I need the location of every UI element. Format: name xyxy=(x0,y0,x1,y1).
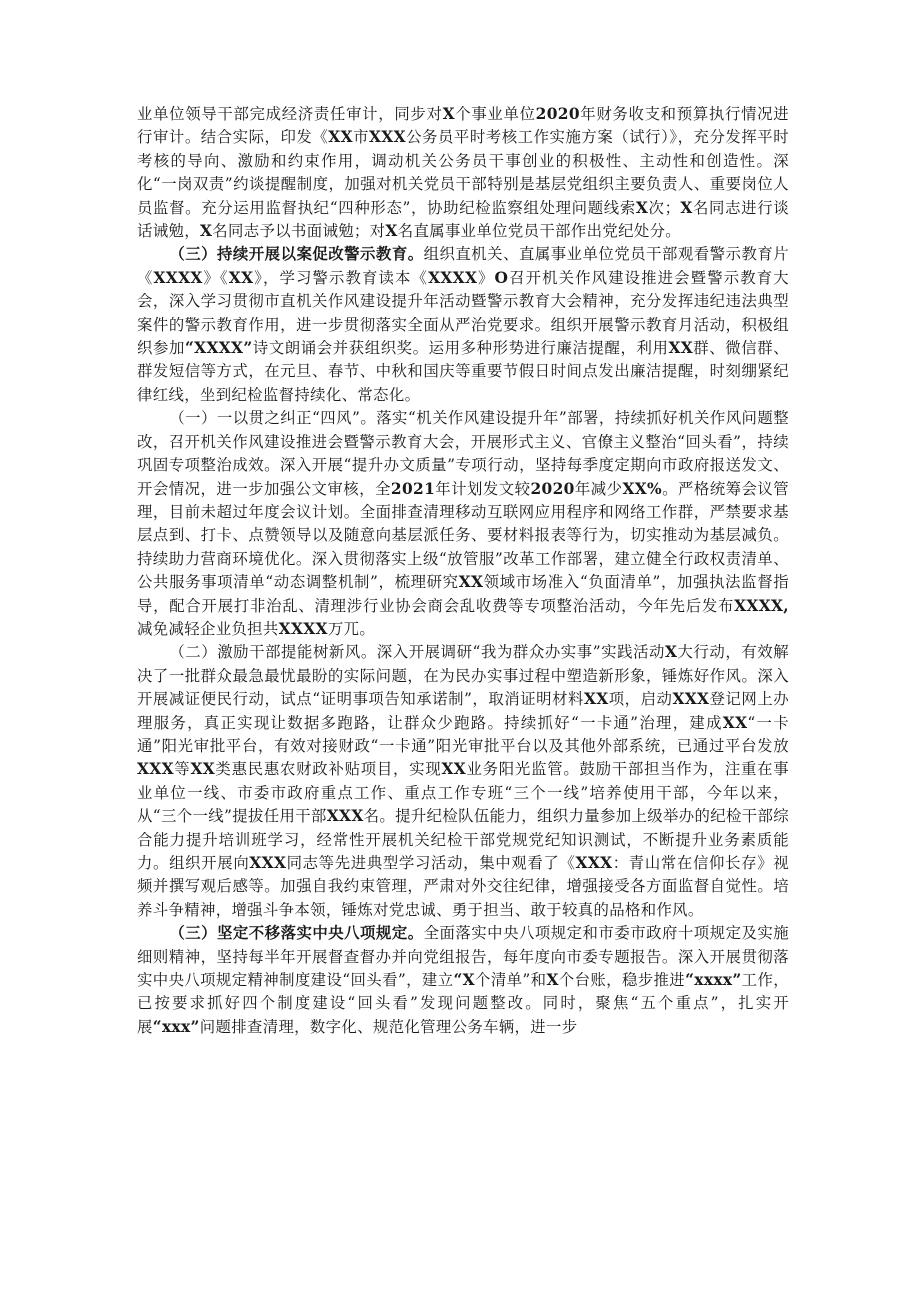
text-run: 减免减轻企业负担共 xyxy=(137,619,279,638)
text-run: 组织直机关、直属事业单位党员干部观看警示教育片《 xyxy=(137,245,789,287)
text-run-bold: X xyxy=(385,222,398,241)
text-run: 。严格统筹会议管理，目前未超过年度会议计划。全面排查清理移动互联网应用程序和网络工作群，严禁要求基层点到、打卡、点赞领导以及随意向基层派任务、要材料报表等行为，切实推动为基层减负。持续助力营商环境优化。深入贯彻落实上级“放管服”改革工作部署，建立健全行政权责清单、公共服务事项清单“动态调整机制”，梳理研究 xyxy=(137,479,789,592)
document-page xyxy=(137,103,789,1039)
text-run-bold: XXX xyxy=(137,760,174,779)
text-run-bold: O xyxy=(494,268,509,287)
text-run-bold: XX xyxy=(190,760,216,779)
text-run: 年计划发文较 xyxy=(435,479,531,498)
text-run-bold: 2021 xyxy=(390,479,436,498)
text-run-bold: XXX xyxy=(326,807,364,826)
text-run-bold: 2020 xyxy=(530,479,575,498)
text-run: 名直属事业单位党员干部作出党纪处分。 xyxy=(397,222,682,241)
paragraph-audit-continuation xyxy=(137,103,789,243)
text-run: 》，学习警示教育读本《 xyxy=(253,268,429,287)
text-run: 群、微信群、群发短信等方式，在元旦、春节、中秋和国庆等重要节假日时间点发出廉洁提醒，时刻绷紧纪律红线，坐到纪检监督持续化、常态化。 xyxy=(137,339,789,404)
text-run-bold: XX xyxy=(458,573,484,592)
text-run-bold: X xyxy=(635,198,649,217)
text-run-bold: XXX xyxy=(369,128,406,147)
paragraph-eight-regulations xyxy=(137,922,789,1039)
text-run: 个台账，稳步推进 xyxy=(558,971,686,990)
text-run: 次； xyxy=(648,198,681,217)
text-run-bold: X xyxy=(680,198,693,217)
text-run-bold: “X xyxy=(453,971,475,990)
paragraph-motivate-cadres xyxy=(137,641,789,922)
text-run-bold: “xxxx” xyxy=(685,971,742,990)
text-run: 大行动，有效解决了一批群众最急最忧最盼的实际问题，在为民办实事过程中塑造新形象，锤炼好作风。深入开展减证便民行动，试点“证明事项告知承诺制”，取消证明材料 xyxy=(137,643,789,709)
text-run: 名。提升纪检队伍能力，组织力量参加上级举办的纪检干部综合能力提升培训班学习，经常性开展机关纪检干部党规党纪知识测试，不断提升业务素质能力。组织开展向 xyxy=(137,807,789,872)
text-run-bold: XX xyxy=(583,690,609,709)
text-run-bold: XX xyxy=(228,268,254,287)
text-run-bold: 2020 xyxy=(535,105,580,123)
text-run-bold: “xxx” xyxy=(152,1017,200,1036)
text-run: 等 xyxy=(173,760,191,779)
text-run: 市 xyxy=(352,128,370,147)
text-run: ：青山常在信仰长存》视频并撰写观后感等。加强自我约束管理，严肃对外交往纪律，增强接受各方面监督自觉性。培养斗争精神，增强斗争本领，锤炼对党忠诚、勇于担当、敢于较真的品格和作风。 xyxy=(137,854,789,919)
text-run: （一）一以贯之纠正“四风”。落实“机关作风建设提升年”部署，持续抓好机关作风问题整改，召开机关作风建设推进会暨警示教育大会，开展形式主义、官僚主义整治“回头看”，持续巩固专项整治成效。深入开展“提升办文质量”专项行动，坚持每季度定期向市政府报送发文、开会情况，进一步加强公文审核，全 xyxy=(137,409,789,498)
text-run: 业单位领导干部完成经济责任审计，同步对 xyxy=(137,105,443,123)
text-run-bold: XX xyxy=(722,713,748,732)
text-run-bold: X xyxy=(442,105,455,123)
text-run: “一卡通”阳光审批平台，有效对接财政“一卡通”阳光审批平台以及其他外部系统，已通过平台发放 xyxy=(137,713,789,755)
text-run: 万兀。 xyxy=(327,619,376,638)
text-run: 年减少 xyxy=(574,479,623,498)
paragraph-lead: （三）持续开展以案促改警示教育。 xyxy=(169,245,424,264)
text-run: （二）激励干部提能树新风。深入开展调研“我为群众办实事”实践活动 xyxy=(169,643,665,662)
paragraph-warning-education xyxy=(137,243,789,407)
text-run: 诗文朗诵会并获组织奖。运用多种形势进行廉洁提醒，利用 xyxy=(252,339,669,358)
text-run-bold: XXX xyxy=(575,854,613,872)
text-run-bold: XXXX, xyxy=(734,596,789,615)
paragraph-lead: （三）坚定不移落实中央八项规定。 xyxy=(169,924,424,943)
text-run-bold: XXX xyxy=(249,854,287,872)
text-run-bold: “XXXX” xyxy=(184,339,253,358)
text-run-bold: XX xyxy=(328,128,353,147)
text-run: 名同志进行谈话诫勉， xyxy=(137,198,789,241)
paragraph-four-winds xyxy=(137,407,789,641)
text-run: 工作，已按要求抓好四个制度建设“回头看”发现问题整改。同时，聚焦“五个重点”，扎实开展 xyxy=(137,971,789,1036)
text-run: 年财务收支和预算执行情况进行审计。结合实际，印发《 xyxy=(137,105,789,147)
text-run: 类惠民惠农财政补贴项目，实现 xyxy=(215,760,442,779)
text-run: 项，启动 xyxy=(608,690,673,709)
text-run: 名同志予以书面诫勉；对 xyxy=(212,222,386,241)
text-run: 问题排查清理，数字化、规范化管理公务车辆，进一步 xyxy=(199,1017,578,1036)
text-run-bold: XX xyxy=(668,339,694,358)
text-run-bold: X xyxy=(546,971,559,990)
text-run: 全面落实中央八项规定和市委市政府十项规定及实施细则精神，坚持每半年开展督查督办并向党组报告，每年度向市委专题报告。深入开展贯彻落实中央八项规定精神制度建设“回头看”，建立 xyxy=(137,924,789,990)
text-run: 召开机关作风建设推进会暨警示教育大会，深入学习贯彻市直机关作风建设提升年活动暨警示教育大会精神，充分发挥违纪违法典型案件的警示教育作用，进一步贯彻落实全面从严治党要求。组织开展警示教育月活动，积极组织参加 xyxy=(137,268,789,358)
text-run-bold: XX xyxy=(441,760,467,779)
text-run: 同志等先进典型学习活动，集中观看了《 xyxy=(286,854,576,872)
text-run: 业务阳光监管。鼓励干部担当作为，注重在事业单位一线、市委市政府重点工作、重点工作专班“三个一线”培养使用干部，今年以来，从“三个一线”提拔任用干部 xyxy=(137,760,789,826)
text-run-bold: X xyxy=(664,643,678,662)
text-run: 》 xyxy=(477,268,495,287)
text-run: 公务员平时考核工作实施方案（试行）》，充分发挥平时考核的导向、激励和约束作用，调动机关公务员干事创业的积极性、主动性和创造性。深化“一岗双责”约谈提醒制度，加强对机关党员干部特别是基层党组织主要负责人、重要岗位人员监督。充分运用监督执纪“四种形态”，协助纪检监察组处理问题线索 xyxy=(137,128,789,217)
text-run-bold: X xyxy=(199,222,213,241)
text-run-bold: XXX xyxy=(672,690,710,709)
text-run-bold: XXXX xyxy=(153,268,203,287)
text-run-bold: XXXX xyxy=(278,619,328,638)
text-run: 领域市场准入“负面清单”，加强执法监督指导，配合开展打非治乱、清理涉行业协会商会乱收费等专项整治活动，今年先后发布 xyxy=(137,573,789,615)
text-run: 个事业单位 xyxy=(454,105,536,123)
text-run: 》《 xyxy=(202,268,229,287)
text-run: 个清单”和 xyxy=(474,971,547,990)
text-run: 登记网上办理服务，真正实现让数据多跑路，让群众少跑路。持续抓好“一卡通”治理，建成 xyxy=(137,690,789,732)
text-run-bold: XX% xyxy=(622,479,663,498)
text-run-bold: XXXX xyxy=(428,268,478,287)
